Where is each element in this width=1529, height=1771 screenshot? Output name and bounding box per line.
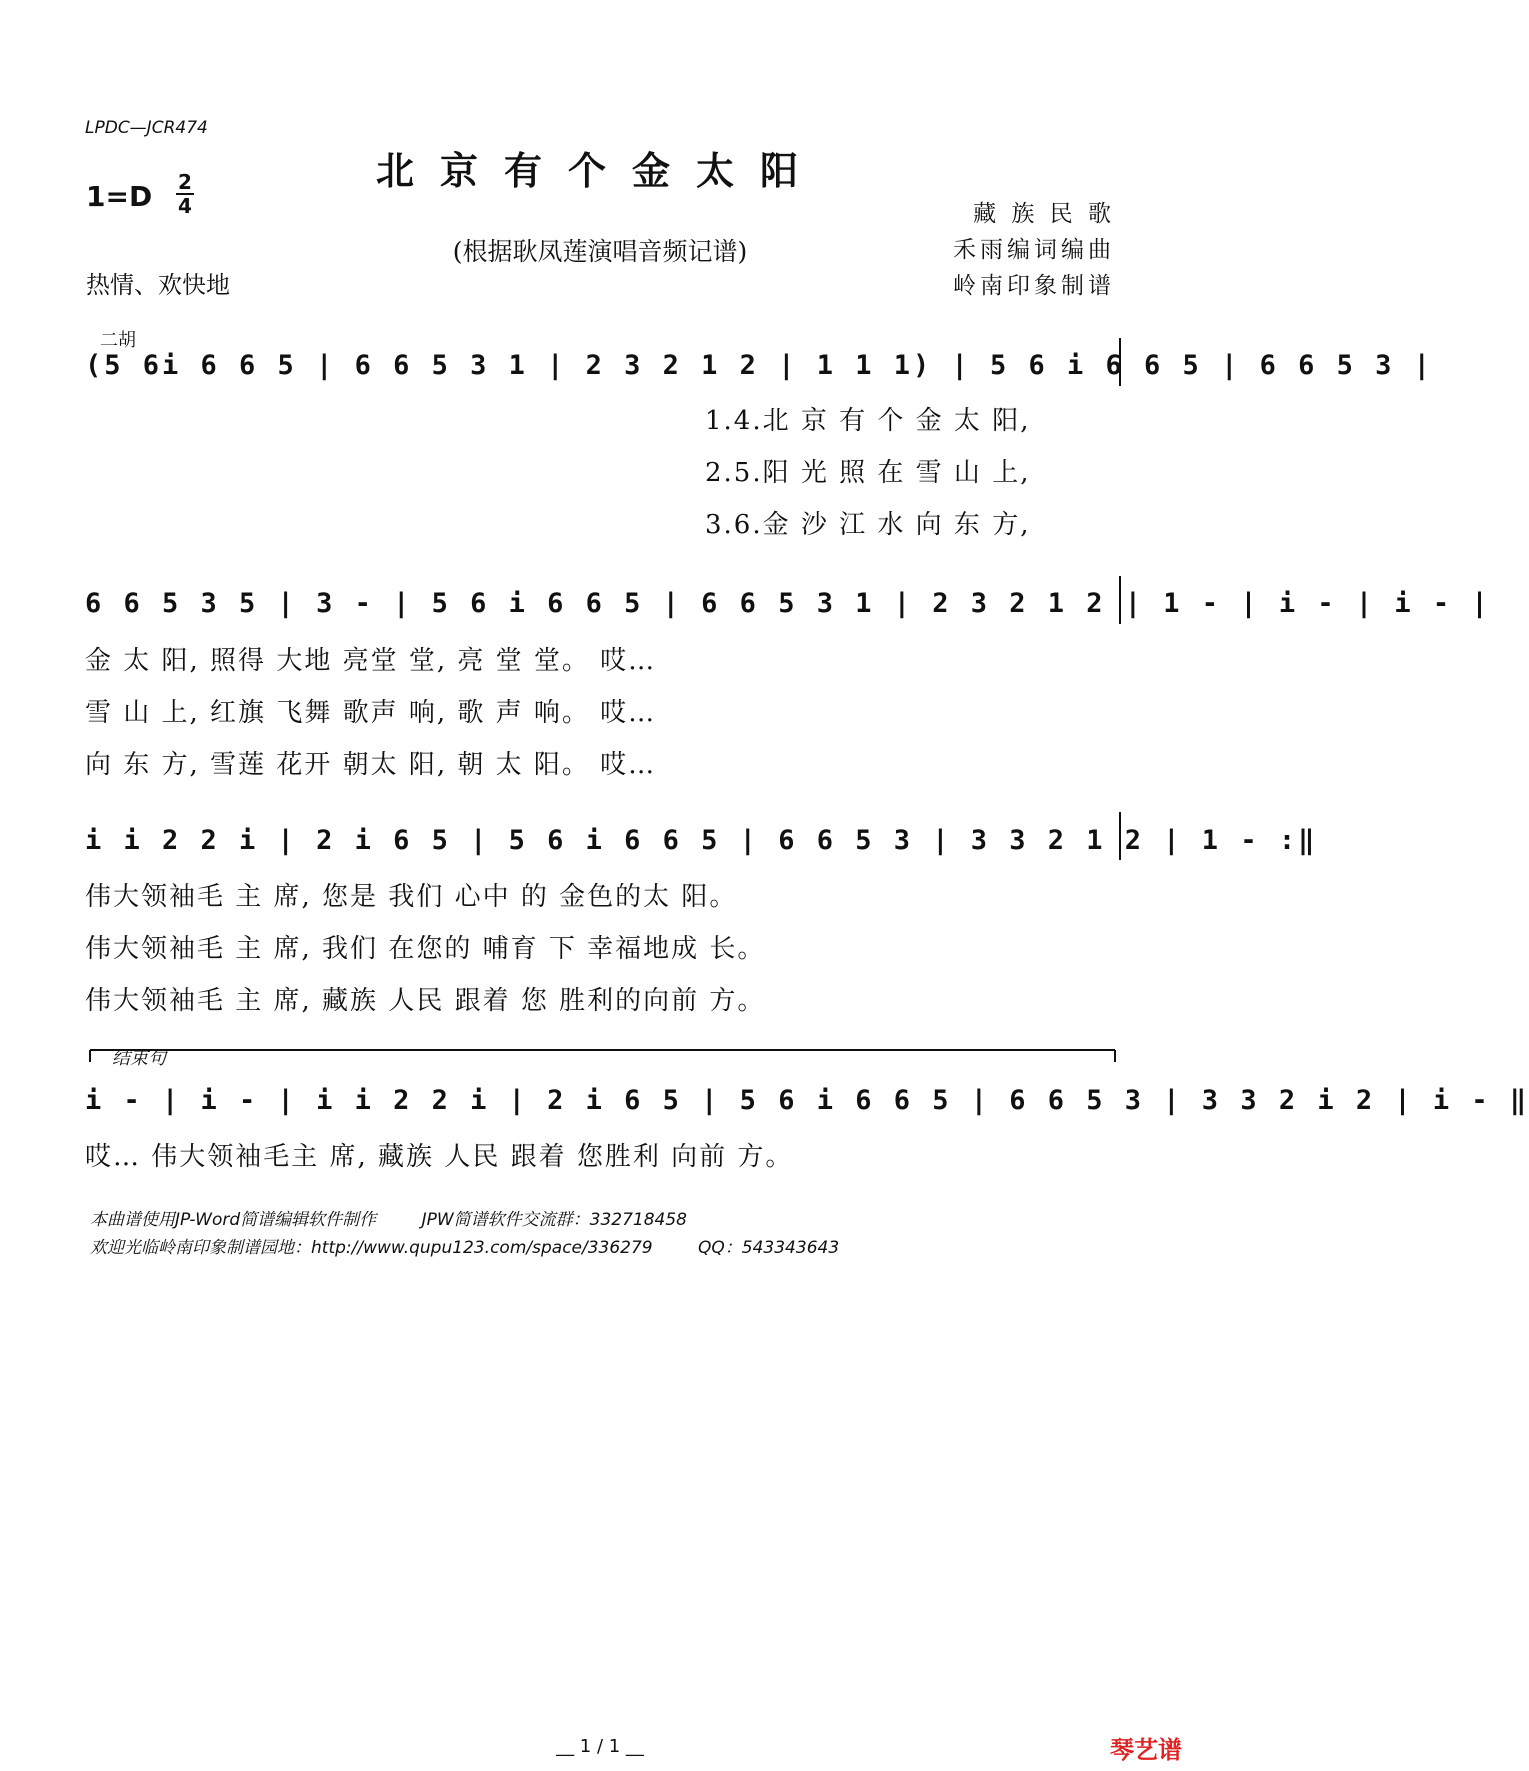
site-logo: 琴艺谱 (1110, 1736, 1182, 1764)
subtitle: (根据耿凤莲演唱音频记谱) (452, 237, 748, 266)
lyric-2-verse-3: 向 东 方, 雪莲 花开 朝太 阳, 朝 太 阳。 哎… (85, 750, 657, 780)
footer-group: JPW简谱软件交流群：332718458 (421, 1210, 687, 1230)
credit-lyrics-music: 禾雨编词编曲 (953, 237, 1115, 263)
lyric-4: 哎… 伟大领袖毛主 席, 藏族 人民 跟着 您胜利 向前 方。 (85, 1142, 794, 1172)
score-code: LPDC—JCR474 (85, 118, 208, 138)
footer-line-1 (90, 1205, 727, 1230)
instrument-label: 二胡 (100, 330, 136, 351)
ending-label: 结束句 (112, 1048, 166, 1069)
lyric-1-verse-1: 1.4.北 京 有 个 金 太 阳, (705, 406, 1031, 436)
lyric-1-verse-2: 2.5.阳 光 照 在 雪 山 上, (705, 458, 1031, 488)
credit-origin: 藏 族 民 歌 (973, 201, 1115, 227)
lyric-3-verse-2: 伟大领袖毛 主 席, 我们 在您的 哺育 下 幸福地成 长。 (85, 934, 766, 964)
lyric-3-verse-3: 伟大领袖毛 主 席, 藏族 人民 跟着 您 胜利的向前 方。 (85, 986, 766, 1016)
time-top: 2 (178, 170, 192, 194)
time-bottom: 4 (178, 194, 192, 218)
tempo-marking: 热情、欢快地 (86, 271, 230, 299)
staff-1: (5 6i 6 6 5 | 6 6 5 3 1 | 2 3 2 1 2 | 1 1 1) | 5 6 i 6 6 5 | 6 6 5 3 | (85, 350, 1433, 381)
lyric-2-verse-1: 金 太 阳, 照得 大地 亮堂 堂, 亮 堂 堂。 哎… (85, 646, 657, 676)
page-number: __ 1 / 1 __ (556, 1736, 644, 1757)
footer-software: 本曲谱使用JP-Word简谱编辑软件制作 (90, 1210, 377, 1230)
lyric-2-verse-2: 雪 山 上, 红旗 飞舞 歌声 响, 歌 声 响。 哎… (85, 698, 657, 728)
footer-line-2 (90, 1233, 879, 1258)
page-title: 北京有个金太阳 (375, 148, 824, 193)
lyric-1-verse-3: 3.6.金 沙 江 水 向 东 方, (705, 510, 1031, 540)
footer-website: 欢迎光临岭南印象制谱园地：http://www.qupu123.com/space/336279 (90, 1238, 653, 1258)
footer-qq: QQ：543343643 (698, 1238, 840, 1258)
key-signature: 1=D (86, 180, 153, 213)
credit-notation: 岭南印象制谱 (953, 273, 1115, 299)
staff-2: 6 6 5 3 5 | 3 - | 5 6 i 6 6 5 | 6 6 5 3 1 | 2 3 2 1 2 | 1 - | i - | i - | (85, 588, 1491, 619)
staff-3: i i 2 2 i | 2 i 6 5 | 5 6 i 6 6 5 | 6 6 5 3 | 3 3 2 1 2 | 1 - :‖ (85, 825, 1318, 856)
staff-4: i - | i - | i i 2 2 i | 2 i 6 5 | 5 6 i 6 6 5 | 6 6 5 3 | 3 3 2 i 2 | i - ‖ (85, 1085, 1529, 1116)
lyric-3-verse-1: 伟大领袖毛 主 席, 您是 我们 心中 的 金色的太 阳。 (85, 882, 738, 912)
